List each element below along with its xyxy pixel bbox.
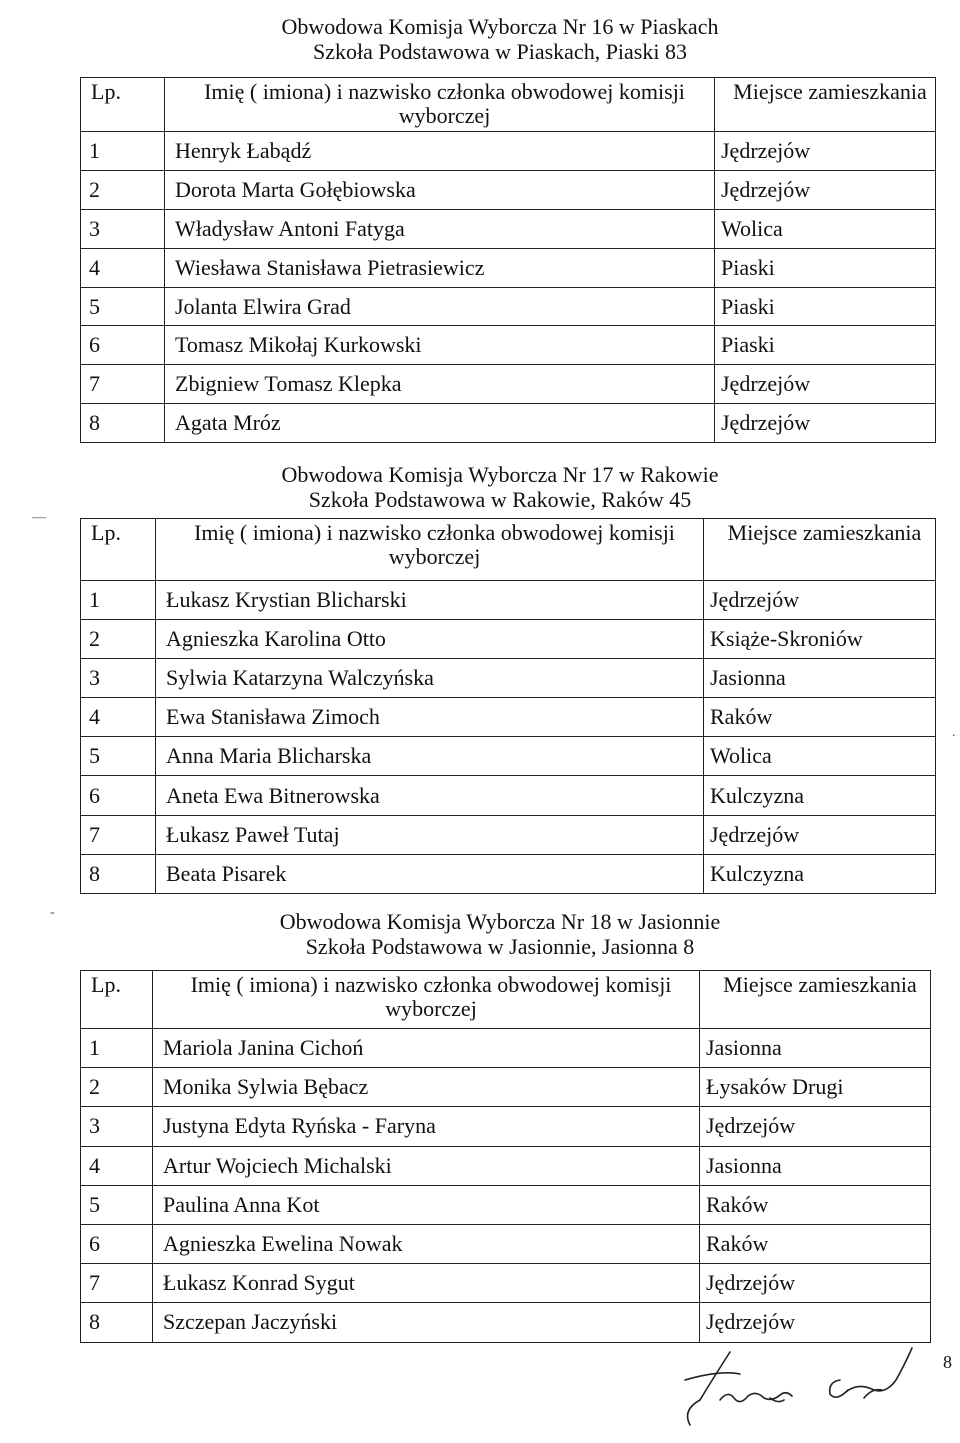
row-place: Wolica (715, 209, 936, 248)
row-place: Jasionna (704, 659, 936, 698)
table-row (81, 1146, 931, 1185)
row-name: Dorota Marta Gołębiowska (165, 170, 715, 209)
row-place: Jędrzejów (700, 1303, 931, 1342)
header-lp: Lp. (81, 971, 153, 1029)
section-subtitle: Szkoła Podstawowa w Jasionnie, Jasionna 8 (305, 934, 695, 959)
table-row (81, 248, 936, 287)
signature-icon (660, 1340, 920, 1440)
row-name: Łukasz Konrad Sygut (153, 1264, 700, 1303)
row-lp: 3 (81, 1107, 153, 1146)
row-name: Agata Mróz (165, 404, 715, 443)
table-row (81, 620, 936, 659)
table-row (81, 698, 936, 737)
table-row (81, 776, 936, 815)
row-name: Agnieszka Karolina Otto (156, 620, 704, 659)
row-lp: 6 (81, 776, 156, 815)
table-row (81, 1224, 931, 1263)
table-row (81, 581, 936, 620)
members-table (80, 518, 936, 894)
scan-mark: . (952, 725, 956, 740)
row-place: Jędrzejów (715, 132, 936, 171)
row-lp: 5 (81, 1185, 153, 1224)
row-place: Jędrzejów (715, 170, 936, 209)
section-title: Obwodowa Komisja Wyborcza Nr 18 w Jasionnie (279, 909, 721, 934)
table-row (81, 815, 936, 854)
table-row (81, 287, 936, 326)
row-name: Jolanta Elwira Grad (165, 287, 715, 326)
row-lp: 7 (81, 1264, 153, 1303)
row-lp: 4 (81, 698, 156, 737)
row-name: Beata Pisarek (156, 854, 704, 893)
row-place: Raków (700, 1185, 931, 1224)
row-name: Mariola Janina Cichoń (153, 1029, 700, 1068)
row-place: Jędrzejów (704, 815, 936, 854)
row-name: Monika Sylwia Bębacz (153, 1068, 700, 1107)
table-row (81, 404, 936, 443)
table-row (81, 365, 936, 404)
header-name: Imię ( imiona) i nazwisko członka obwodowej komisji wyborczej (165, 78, 715, 132)
table-row (81, 1185, 931, 1224)
table-row (81, 170, 936, 209)
table-row (81, 1029, 931, 1068)
row-name: Tomasz Mikołaj Kurkowski (165, 326, 715, 365)
row-name: Władysław Antoni Fatyga (165, 209, 715, 248)
row-name: Wiesława Stanisława Pietrasiewicz (165, 248, 715, 287)
header-name: Imię ( imiona) i nazwisko członka obwodowej komisji wyborczej (153, 971, 700, 1029)
row-place: Jędrzejów (700, 1107, 931, 1146)
row-lp: 2 (81, 170, 165, 209)
row-place: Jędrzejów (715, 365, 936, 404)
row-lp: 3 (81, 209, 165, 248)
row-lp: 8 (81, 404, 165, 443)
header-place: Miejsce zamieszkania (700, 971, 931, 1029)
row-place: Wolica (704, 737, 936, 776)
row-lp: 5 (81, 737, 156, 776)
section-title: Obwodowa Komisja Wyborcza Nr 16 w Piaskach (281, 14, 719, 39)
row-lp: 4 (81, 248, 165, 287)
row-place: Kulczyzna (704, 776, 936, 815)
row-lp: 7 (81, 365, 165, 404)
table-row (81, 1107, 931, 1146)
header-place: Miejsce zamieszkania (715, 78, 936, 132)
members-table (80, 970, 931, 1343)
row-lp: 3 (81, 659, 156, 698)
row-lp: 7 (81, 815, 156, 854)
row-place: Jasionna (700, 1146, 931, 1185)
row-name: Łukasz Paweł Tutaj (156, 815, 704, 854)
section-subtitle: Szkoła Podstawowa w Rakowie, Raków 45 (308, 487, 692, 512)
row-lp: 8 (81, 854, 156, 893)
table-row (81, 854, 936, 893)
header-name: Imię ( imiona) i nazwisko członka obwodowej komisji wyborczej (156, 519, 704, 581)
scan-mark: — (32, 510, 46, 525)
row-lp: 2 (81, 620, 156, 659)
row-name: Henryk Łabądź (165, 132, 715, 171)
row-name: Aneta Ewa Bitnerowska (156, 776, 704, 815)
row-lp: 1 (81, 581, 156, 620)
row-place: Łysaków Drugi (700, 1068, 931, 1107)
row-name: Justyna Edyta Ryńska - Faryna (153, 1107, 700, 1146)
row-lp: 5 (81, 287, 165, 326)
page-number: 8 (943, 1352, 952, 1372)
row-name: Anna Maria Blicharska (156, 737, 704, 776)
header-lp: Lp. (81, 519, 156, 581)
section-title: Obwodowa Komisja Wyborcza Nr 17 w Rakowie (281, 462, 719, 487)
row-lp: 1 (81, 1029, 153, 1068)
table-row (81, 737, 936, 776)
header-lp: Lp. (81, 78, 165, 132)
row-lp: 1 (81, 132, 165, 171)
row-lp: 2 (81, 1068, 153, 1107)
table-row (81, 659, 936, 698)
row-place: Piaski (715, 326, 936, 365)
scan-mark: - (50, 905, 55, 920)
table-row (81, 1303, 931, 1342)
row-name: Sylwia Katarzyna Walczyńska (156, 659, 704, 698)
row-place: Piaski (715, 287, 936, 326)
row-place: Piaski (715, 248, 936, 287)
row-place: Jasionna (700, 1029, 931, 1068)
commission-section-17 (0, 462, 960, 886)
members-table (80, 77, 936, 443)
row-place: Raków (704, 698, 936, 737)
row-place: Jędrzejów (704, 581, 936, 620)
table-row (81, 209, 936, 248)
row-name: Paulina Anna Kot (153, 1185, 700, 1224)
row-name: Ewa Stanisława Zimoch (156, 698, 704, 737)
row-place: Raków (700, 1224, 931, 1263)
commission-section-16 (0, 14, 960, 436)
commission-section-18 (0, 909, 960, 1335)
row-place: Książe-Skroniów (704, 620, 936, 659)
row-lp: 6 (81, 1224, 153, 1263)
row-name: Zbigniew Tomasz Klepka (165, 365, 715, 404)
row-place: Jędrzejów (715, 404, 936, 443)
section-subtitle: Szkoła Podstawowa w Piaskach, Piaski 83 (313, 39, 687, 64)
table-row (81, 132, 936, 171)
row-lp: 4 (81, 1146, 153, 1185)
row-name: Łukasz Krystian Blicharski (156, 581, 704, 620)
row-name: Szczepan Jaczyński (153, 1303, 700, 1342)
row-lp: 6 (81, 326, 165, 365)
table-row (81, 1068, 931, 1107)
row-place: Kulczyzna (704, 854, 936, 893)
table-row (81, 1264, 931, 1303)
row-name: Artur Wojciech Michalski (153, 1146, 700, 1185)
row-name: Agnieszka Ewelina Nowak (153, 1224, 700, 1263)
table-row (81, 326, 936, 365)
row-lp: 8 (81, 1303, 153, 1342)
header-place: Miejsce zamieszkania (704, 519, 936, 581)
row-place: Jędrzejów (700, 1264, 931, 1303)
